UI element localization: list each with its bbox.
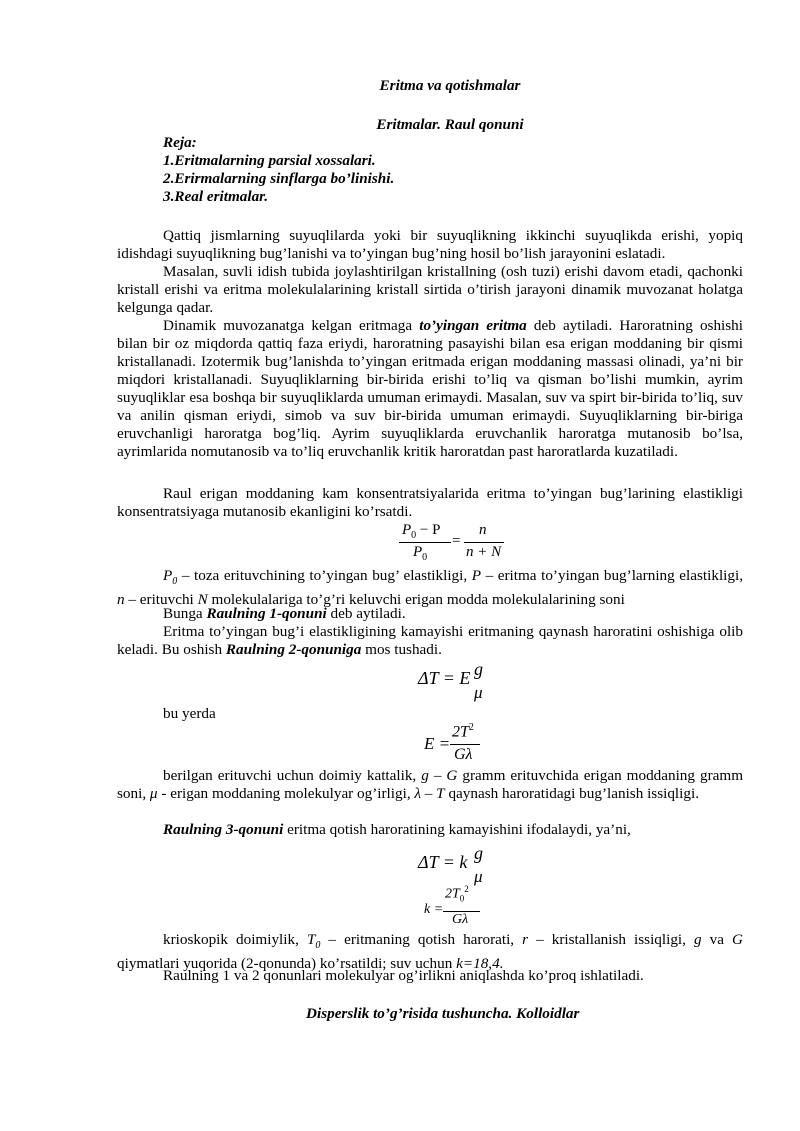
paragraph-text: deb aytiladi. Haroratning oshishi bilan bir oz miqdorda qattiq faza eriydi, haroratning pasayishi bilan esa erigan moddaning bir qismi kristallanadi. Izotermik bug’lanishda to’yingan eritmada erigan moddaning massasi olinadi, ya’ni bir miqdori kristallanadi. Suyuqliklarning bir-birida erishi to’liq va qisman bo’lishi mumkin, ayrim suyuqliklar esa boshqa bir suyuqliklarda umuman erimaydi. Masalan, suv va spirt bir-birida to’liq, suv va anilin qisman eriydi, simob va suv bir-birida umuman erimaydi. Suyuqliklarning bir-biriga eruvchanligi haroratga bog’liq. Ayrim suyuqliklarda eruvchanlik haroratga mutanosib bo’lsa, ayrimlarida nomutanosib va to’liq eruvchanlik kritik haroratdan past haroratlarda kuzatiladi. [117, 317, 743, 460]
formula4-lhs: ΔT = k [418, 852, 468, 872]
formula1-fraction-line-right [464, 542, 504, 543]
paragraph-saturated-solution [117, 317, 743, 461]
formula3-den: Gλ [454, 746, 473, 763]
formula2-den: μ [474, 683, 483, 702]
symbol-G: G [732, 931, 743, 948]
formula4-num: g [474, 843, 483, 863]
symbol-lambda-T: λ – T [414, 785, 445, 802]
paragraph-raoult: Raul erigan moddaning kam konsentratsiyalarida eritma to’yingan bug’larining elastikligi konsentratsiyaga mutanosib ekanligini ko’rsatdi. [117, 485, 743, 520]
formula1-num-right: n [479, 522, 487, 538]
paragraph-symbols-1: $P_0$ – toza erituvchining to’yingan bug’ elastikligi, P – eritma to’yingan bug’larning elastikligi, n – erituvchi N molekulalariga to’g’ri keluvchi erigan modda molekulalarining soni [117, 567, 743, 609]
formula4-den: μ [474, 867, 483, 886]
symbol-mu: μ [149, 785, 158, 802]
symbol-n: n [117, 591, 125, 609]
paragraph-second-law: Eritma to’yingan bug’i elastikligining kamayishi eritmaning qaynash haroratini oshishiga olib keladi. Bu oshish Raulning 2-qonuniga mos tushadi. [117, 623, 743, 658]
paragraph-cryoscopic: krioskopik doimiylik, $T_0$ – eritmaning qotish harorati, r – kristallanish issiqligi, g va G qiymatlari yuqorida (2-qonunda) ko’rsatildi; suv uchun k=18,4. [117, 931, 743, 973]
symbol-N: N [197, 591, 208, 609]
paragraph-intro: Qattiq jismlarning suyuqlilarda yoki bir suyuqlikning ikkinchi suyuqlikda erishi, yopiq idishdagi suyuqlikning bug’lanishi va to’yingan bug’ning hosil bo’lish jarayonini eslatadi. [117, 227, 743, 262]
value-k-water: k=18,4. [456, 955, 504, 973]
plan-item-1: 1.Eritmalarning parsial xossalari. [163, 152, 376, 169]
formula1-equals: = [452, 533, 461, 549]
label-bu-yerda: bu yerda [163, 705, 216, 722]
formula5-lhs: k = [424, 902, 444, 917]
formula5-num: $2T_0^2$ [445, 884, 469, 904]
formula1-den-left: $P_0$ [413, 544, 428, 563]
formula3-num: $2T^2$ [452, 722, 474, 741]
plan-item-3: 3.Real eritmalar. [163, 188, 269, 205]
formula5-den: Gλ [452, 912, 469, 927]
paragraph-usage: Raulning 1 va 2 qonunlari molekulyar og’irlikni aniqlashda ko’proq ishlatiladi. [163, 967, 644, 984]
term-second-law: Raulning 2-qonuniga [225, 641, 362, 658]
paragraph-third-law: Raulning 3-qonuni eritma qotish haroratining kamayishini ifodalaydi, ya’ni, [163, 821, 631, 838]
symbol-p: P [471, 567, 482, 584]
symbol-g-G: g – G [421, 767, 458, 784]
section-title: Disperslik to’g’risida tushuncha. Kolloidlar [306, 1005, 580, 1022]
paragraph-first-law: Bunga Raulning 1-qonuni deb aytiladi. [163, 605, 406, 622]
formula2-lhs: ΔT = E [418, 668, 471, 688]
plan-heading: Reja: [163, 134, 197, 151]
term-first-law: Raulning 1-qonuni [206, 605, 327, 622]
term-saturated-solution: to’yingan eritma [419, 317, 527, 334]
paragraph-text: Dinamik muvozanatga kelgan eritmaga [163, 317, 420, 334]
formula1-num-left: $P_0 - P$ [402, 522, 441, 541]
formula1-den-right: n + N [466, 544, 502, 560]
paragraph-example: Masalan, suvli idish tubida joylashtirilgan kristallning (osh tuzi) erishi davom etadi, qachonki kristall erishi va eritma molekulalarining kristall sirtida o’tirish jarayoni dinamik muvozanat holatga kelgunga qadar. [117, 263, 743, 316]
formula3-lhs: E = [424, 734, 451, 753]
symbol-r: r [522, 931, 529, 948]
formula1-fraction-line-left [399, 542, 451, 543]
symbol-g: g [694, 931, 702, 948]
plan-item-2: 2.Erirmalarning sinflarga bo’linishi. [163, 170, 395, 187]
symbol-t0: $T_0$ [306, 931, 321, 952]
formula3-fraction-line [450, 744, 480, 745]
symbol-p0: $P_0$ [163, 567, 178, 588]
document-subtitle: Eritmalar. Raul qonuni [376, 116, 524, 133]
document-title: Eritma va qotishmalar [379, 77, 521, 94]
term-third-law: Raulning 3-qonuni [163, 821, 284, 838]
paragraph-symbols-2: berilgan erituvchi uchun doimiy kattalik, g – G gramm erituvchida erigan moddaning gramm soni, μ - erigan moddaning molekulyar og’irligi, λ – T qaynash haroratidagi bug’lanish issiqligi. [117, 767, 744, 802]
formula2-num: g [474, 659, 483, 679]
